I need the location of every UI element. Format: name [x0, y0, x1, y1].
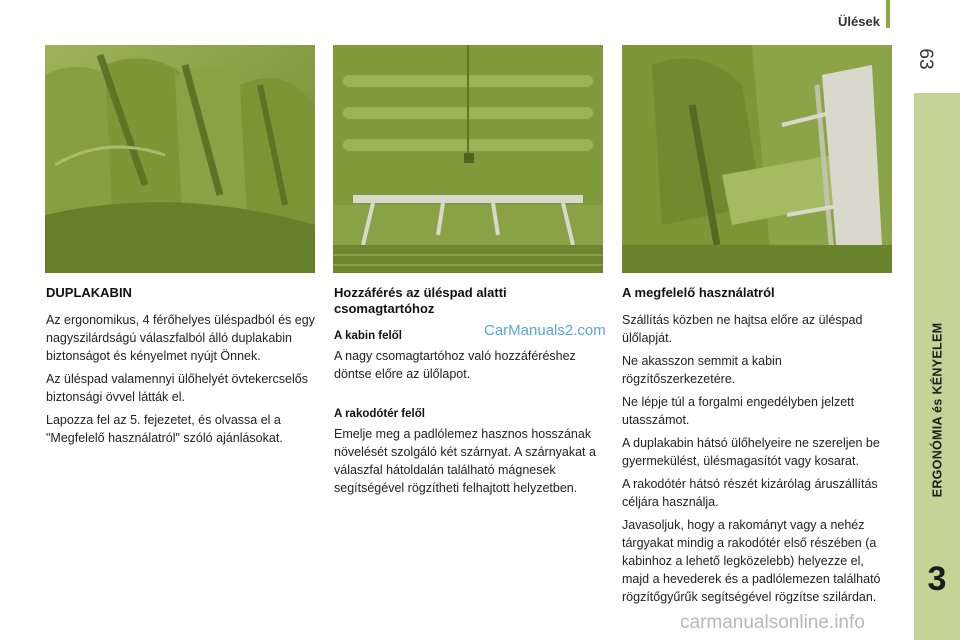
column-duplakabin	[46, 285, 318, 452]
paragraph: Ne akasszon semmit a kabin rögzítőszerkezetére.	[622, 354, 782, 386]
header-accent-rule	[886, 0, 890, 28]
illustration-luggage-compartment	[333, 45, 603, 273]
chapter-number: 3	[927, 560, 947, 598]
chapter-label-text: ERGONÓMIA és KÉNYELEM	[930, 322, 944, 498]
watermark-carmanualsonline[interactable]: carmanualsonline.info	[680, 612, 865, 633]
column-heading: DUPLAKABIN	[46, 285, 132, 300]
paragraph: A duplakabin hátsó ülőhelyeire ne szereljen be gyermekülést, ülésmagasítót vagy kosarat.	[622, 436, 880, 468]
paragraph: Ne lépje túl a forgalmi engedélyben jelzett utasszámot.	[622, 395, 855, 427]
paragraph: Javasoljuk, hogy a rakományt vagy a nehéz tárgyakat mindig a rakodótér első részében (a kabinhoz a lehető legközelebb) helyezze el, majd a hevederek és a padlólemezen található rögzítőgyűrűk segítségével rögzítse szilárdan.	[622, 518, 881, 604]
illustration-seat-partition	[622, 45, 892, 273]
page-number: 63	[915, 48, 936, 70]
subsection-title: A kabin felől	[334, 330, 402, 342]
column-luggage-access	[334, 285, 604, 502]
paragraph: Emelje meg a padlólemez hasznos hosszának növelését szolgáló két szárnyat. A szárnyakat a válaszfal hátoldalán található mágnesek segítségével rögzítheti felhajtott helyzetben.	[334, 427, 596, 495]
paragraph: A nagy csomagtartóhoz való hozzáféréshez döntse előre az ülőlapot.	[334, 349, 576, 381]
paragraph: Szállítás közben ne hajtsa előre az üléspad ülőlapját.	[622, 313, 863, 345]
column-proper-use	[622, 285, 894, 611]
paragraph: Az üléspad valamennyi ülőhelyét övtekercselős biztonsági övvel látták el.	[46, 372, 308, 404]
watermark-carmanuals[interactable]: CarManuals2.com	[484, 322, 606, 339]
column-heading: Hozzáférés az üléspad alatti csomagtartóhoz	[334, 285, 507, 316]
section-title: Ülések	[838, 14, 880, 29]
column-heading: A megfelelő használatról	[622, 285, 775, 300]
subsection-title: A rakodótér felől	[334, 408, 425, 420]
paragraph: A rakodótér hátsó részét kizárólag áruszállítás céljára használja.	[622, 477, 878, 509]
paragraph: Az ergonomikus, 4 férőhelyes üléspadból és egy nagyszilárdságú válaszfalból álló duplakabin biztonságot és kényelmet nyújt Önnek.	[46, 313, 315, 363]
paragraph: Lapozza fel az 5. fejezetet, és olvassa el a "Megfelelő használatról" szóló ajánlásokat.	[46, 413, 283, 445]
illustration-bench-seats	[45, 45, 315, 273]
chapter-label	[915, 300, 959, 520]
